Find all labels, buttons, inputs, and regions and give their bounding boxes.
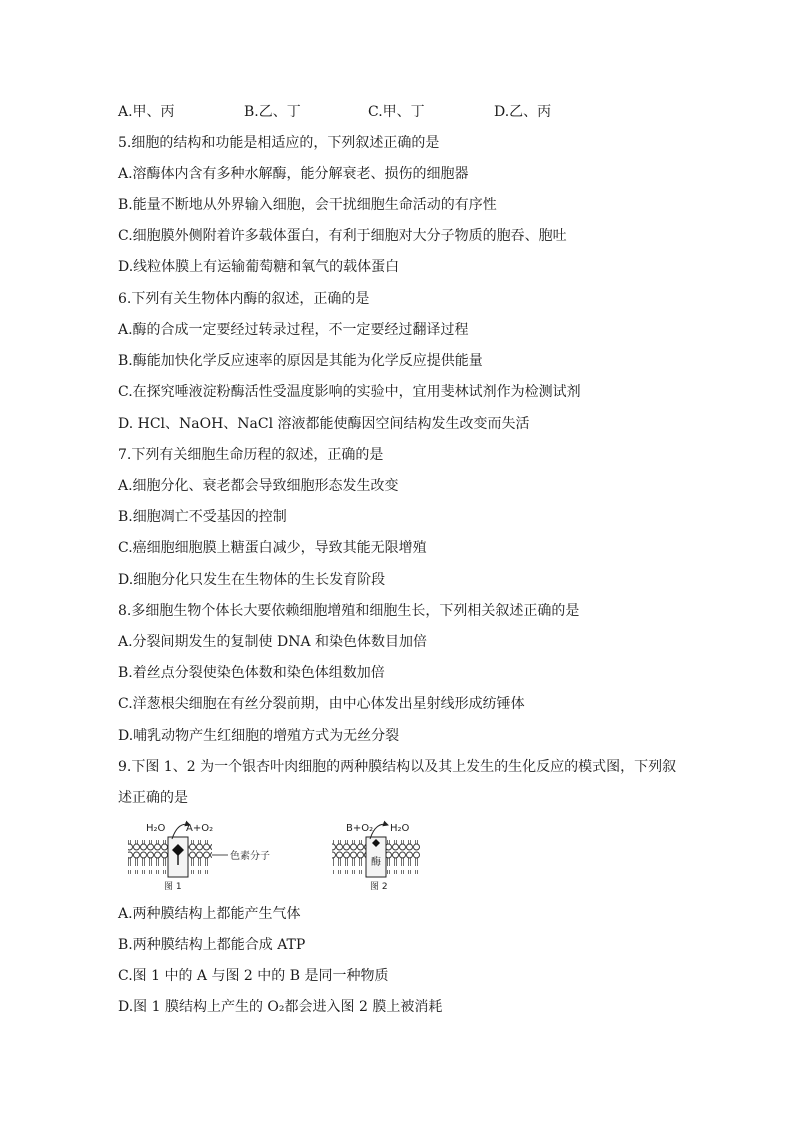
q5-option-c: C.细胞膜外侧附着许多载体蛋白，有利于细胞对大分子物质的胞吞、胞吐 (118, 228, 567, 244)
q6-option-b: B.酶能加快化学反应速率的原因是其能为化学反应提供能量 (118, 353, 483, 369)
q7-option-d: D.细胞分化只发生在生物体的生长发育阶段 (118, 572, 386, 588)
q4-option-c: C.甲、丁 (368, 104, 425, 120)
fig1-left-label: H₂O (146, 823, 166, 834)
q5-option-d: D.线粒体膜上有运输葡萄糖和氧气的载体蛋白 (118, 259, 400, 275)
figure-2 (332, 823, 420, 892)
q7-stem: 7.下列有关细胞生命历程的叙述，正确的是 (118, 447, 384, 463)
fig2-caption: 图 2 (370, 882, 388, 892)
figure-1 (128, 823, 270, 892)
q6-option-c: C.在探究唾液淀粉酶活性受温度影响的实验中，宜用斐林试剂作为检测试剂 (118, 384, 581, 400)
fig1-pigment-label: 色素分子 (230, 851, 270, 862)
q7-option-a: A.细胞分化、衰老都会导致细胞形态发生改变 (118, 478, 399, 494)
q5-option-b: B.能量不断地从外界输入细胞，会干扰细胞生命活动的有序性 (118, 197, 497, 213)
q6-stem: 6.下列有关生物体内酶的叙述，正确的是 (118, 291, 370, 307)
q8-option-d: D.哺乳动物产生红细胞的增殖方式为无丝分裂 (118, 728, 400, 744)
fig2-enzyme-label: 酶 (371, 857, 381, 868)
q6-option-a: A.酶的合成一定要经过转录过程，不一定要经过翻译过程 (118, 322, 469, 338)
q6-option-d: D. HCl、NaOH、NaCl 溶液都能使酶因空间结构发生改变而失活 (118, 416, 530, 432)
q8-stem: 8.多细胞生物个体长大要依赖细胞增殖和细胞生长，下列相关叙述正确的是 (118, 603, 580, 619)
q4-options (118, 102, 638, 122)
q9-stem-line1: 9.下图 1、2 为一个银杏叶肉细胞的两种膜结构以及其上发生的生化反应的模式图，下列叙 (118, 759, 677, 775)
q9-stem-line2: 述正确的是 (118, 790, 188, 806)
q9-membrane-figure (126, 817, 426, 895)
q5-stem: 5.细胞的结构和功能是相适应的，下列叙述正确的是 (118, 135, 440, 151)
q4-option-d: D.乙、丙 (494, 104, 552, 120)
fig2-left-label: B+O₂ (346, 823, 374, 834)
q7-option-c: C.癌细胞细胞膜上糖蛋白减少，导致其能无限增殖 (118, 540, 427, 556)
fig1-caption: 图 1 (164, 882, 182, 892)
fig1-right-label: A+O₂ (186, 823, 214, 834)
q9-option-d: D.图 1 膜结构上产生的 O₂都会进入图 2 膜上被消耗 (118, 999, 443, 1015)
q5-option-a: A.溶酶体内含有多种水解酶，能分解衰老、损伤的细胞器 (118, 166, 469, 182)
q8-option-a: A.分裂间期发生的复制使 DNA 和染色体数目加倍 (118, 634, 428, 650)
q9-option-c: C.图 1 中的 A 与图 2 中的 B 是同一种物质 (118, 968, 389, 984)
q4-option-b: B.乙、丁 (244, 104, 301, 120)
q8-option-c: C.洋葱根尖细胞在有丝分裂前期，由中心体发出星射线形成纺锤体 (118, 696, 525, 712)
q9-option-a: A.两种膜结构上都能产生气体 (118, 906, 301, 922)
q7-option-b: B.细胞凋亡不受基因的控制 (118, 509, 287, 525)
q9-option-b: B.两种膜结构上都能合成 ATP (118, 937, 306, 953)
fig2-right-label: H₂O (390, 823, 410, 834)
q4-option-a: A.甲、丙 (118, 104, 175, 120)
q8-option-b: B.着丝点分裂使染色体数和染色体组数加倍 (118, 665, 385, 681)
